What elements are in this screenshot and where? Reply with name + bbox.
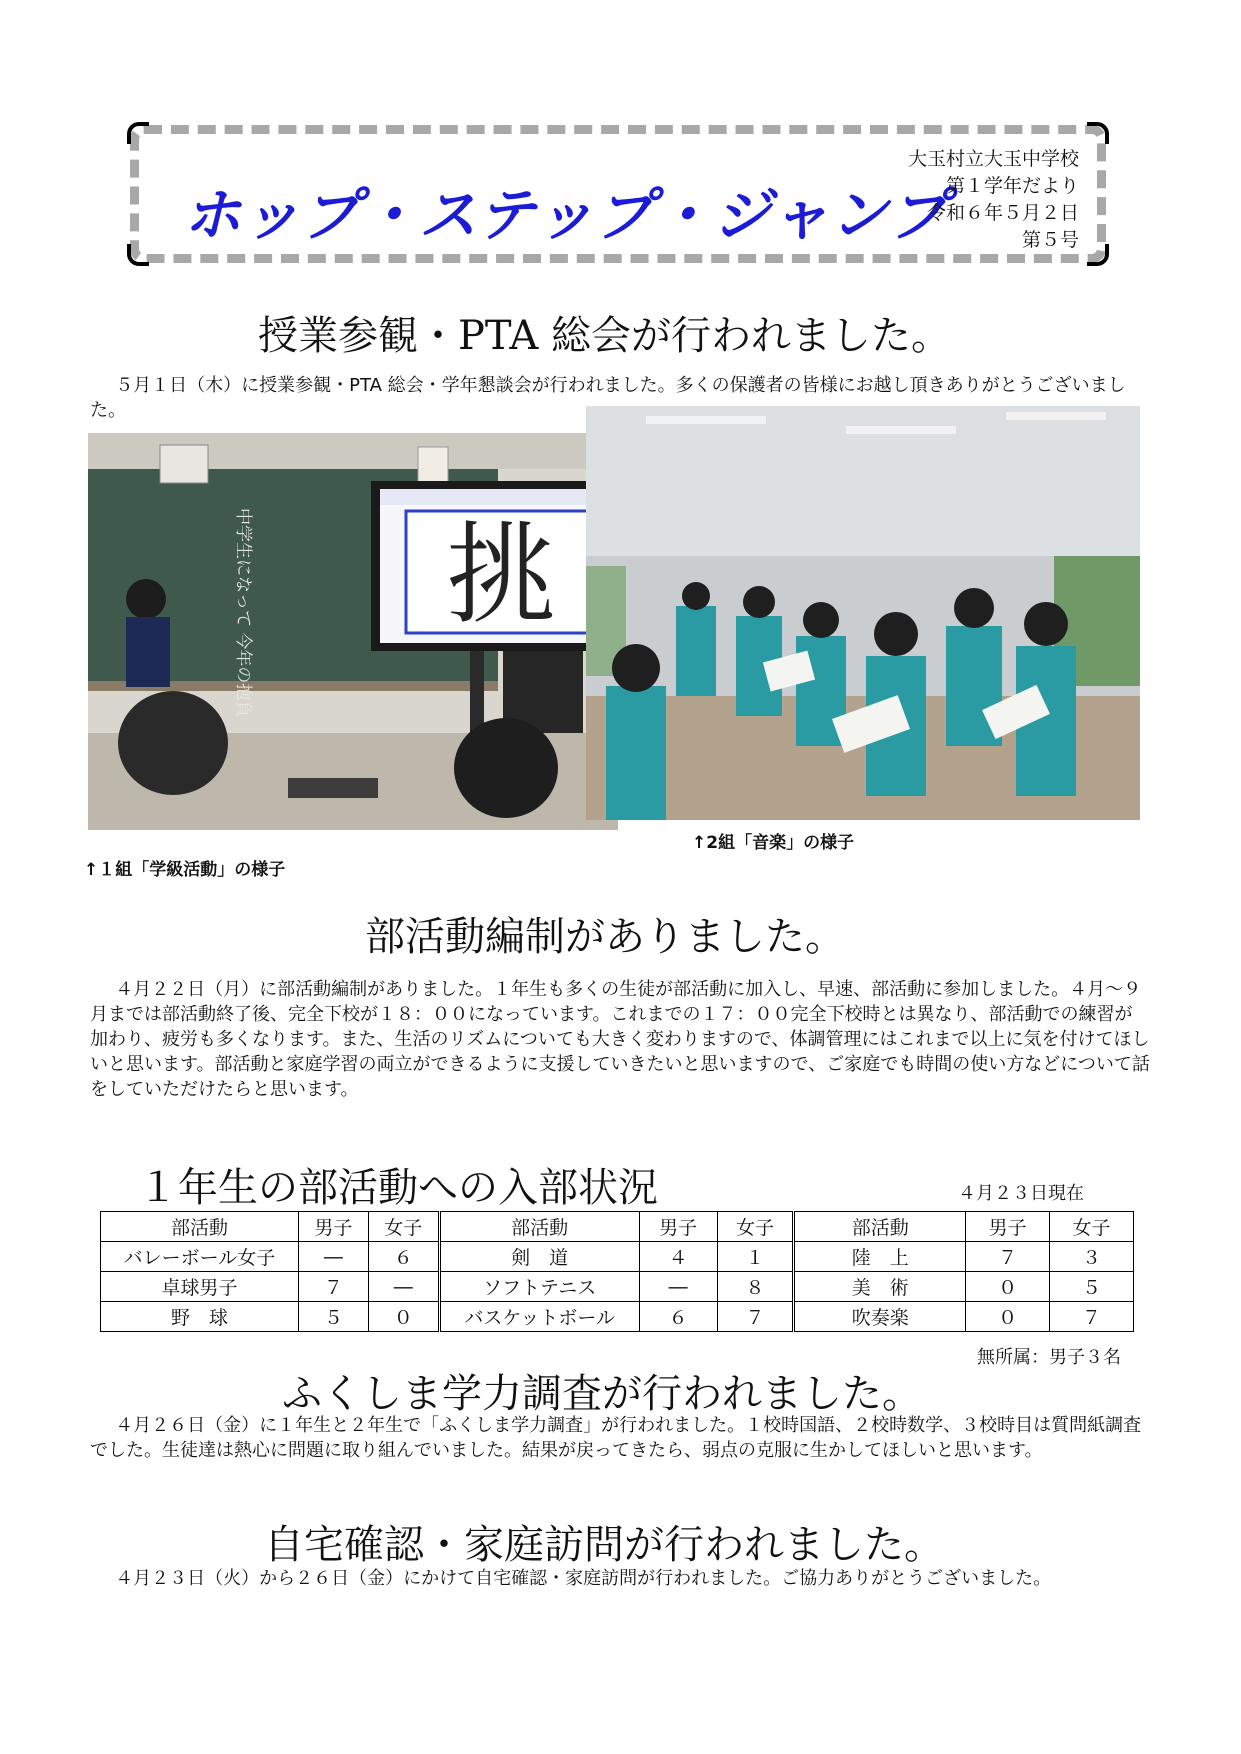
club-name: 卓球男子 (101, 1272, 299, 1302)
header-cell: 部活動 (794, 1212, 966, 1242)
newsletter-name: 第１学年だより (945, 175, 1079, 197)
photo-caption: ↑１組「学級活動」の様子 (84, 860, 286, 880)
header-cell: 部活動 (439, 1212, 639, 1242)
issue-date: 令和６年５月２日 (926, 202, 1079, 224)
boys-count: ― (639, 1272, 717, 1302)
newsletter-title: ホップ・ステップ・ジャンプ (183, 181, 948, 249)
girls-count: ０ (368, 1302, 439, 1332)
girls-count: ７ (1050, 1302, 1134, 1332)
section-heading: 部活動編制がありました。 (365, 914, 845, 960)
club-name: ソフトテニス (439, 1272, 639, 1302)
banner-corner (127, 122, 149, 144)
school-name: 大玉村立大玉中学校 (907, 148, 1079, 170)
table-header-row (101, 1212, 1134, 1242)
section-heading: 授業参観・PTA 総会が行われました。 (258, 313, 952, 359)
section-heading: 自宅確認・家庭訪問が行われました。 (264, 1522, 944, 1568)
header-cell: 男子 (639, 1212, 717, 1242)
club-name: 剣 道 (439, 1242, 639, 1272)
section-body: ４月２３日（火）から２６日（金）にかけて自宅確認・家庭訪問が行われました。ご協力ありがとうございました。 (115, 1568, 1052, 1589)
club-name: バスケットボール (439, 1302, 639, 1332)
table-row (101, 1272, 1134, 1302)
issue-number: 第５号 (1021, 229, 1079, 251)
boys-count: ０ (966, 1272, 1050, 1302)
club-membership-table (100, 1211, 1134, 1332)
boys-count: ７ (298, 1272, 368, 1302)
girls-count: ７ (717, 1302, 794, 1332)
boys-count: ５ (298, 1302, 368, 1332)
table-row (101, 1302, 1134, 1332)
club-name: バレーボール女子 (101, 1242, 299, 1272)
class-activity-illustration (88, 433, 618, 830)
boys-count: ― (298, 1242, 368, 1272)
girls-count: １ (717, 1242, 794, 1272)
boys-count: ０ (966, 1302, 1050, 1332)
table-title: １年生の部活動への入部状況 (138, 1165, 658, 1211)
table-row (101, 1242, 1134, 1272)
header-cell: 女子 (368, 1212, 439, 1242)
banner-corner (1087, 122, 1109, 144)
chalk-writing: 中学生になって 今年の抱負 (233, 508, 253, 718)
girls-count: ６ (368, 1242, 439, 1272)
header-cell: 女子 (1050, 1212, 1134, 1242)
header-cell: 男子 (298, 1212, 368, 1242)
header-cell: 男子 (966, 1212, 1050, 1242)
section-body: ４月２２日（月）に部活動編制がありました。１年生も多くの生徒が部活動に加入し、早速、部活動に参加しました。４月～９月までは部活動終了後、完全下校が１８：００になっています。これまでの１７：００完全下校時とは異なり、部活動での練習が加わり、疲労も多くなります。また、生活のリズムについても大きく変わりますので、体調管理にはこれまで以上に気を付けてほしいと思います。部活動と家庭学習の両立ができるように支援していきたいと思いますので、ご家庭でも時間の使い方などについて話をしていただけたらと思います。 (90, 979, 1150, 1100)
music-class-illustration (586, 406, 1140, 820)
girls-count: ８ (717, 1272, 794, 1302)
girls-count: ― (368, 1272, 439, 1302)
header-cell: 女子 (717, 1212, 794, 1242)
banner-corner (1087, 244, 1109, 266)
boys-count: ４ (639, 1242, 717, 1272)
club-name: 野 球 (101, 1302, 299, 1332)
section-heading: ふくしま学力調査が行われました。 (282, 1371, 922, 1417)
banner-corner (127, 244, 149, 266)
issue-info (908, 146, 1079, 254)
boys-count: ７ (966, 1242, 1050, 1272)
board-character: 挑 (446, 511, 556, 639)
club-name: 美 術 (794, 1272, 966, 1302)
class-activity-photo (88, 433, 618, 830)
unaffiliated-note: 無所属：男子３名 (977, 1347, 1121, 1368)
girls-count: ３ (1050, 1242, 1134, 1272)
header-banner (130, 125, 1106, 263)
boys-count: ６ (639, 1302, 717, 1332)
section-body: ４月２６日（金）に１年生と２年生で「ふくしま学力調査」が行われました。１校時国語、２校時数学、３校時目は質問紙調査でした。生徒達は熱心に問題に取り組んでいました。結果が戻ってきたら、弱点の克服に生かしてほしいと思います。 (90, 1415, 1142, 1461)
music-class-photo (586, 406, 1140, 820)
section-body: ５月１日（木）に授業参観・PTA 総会・学年懇談会が行われました。多くの保護者の皆様にお越し頂きありがとうございました。 (90, 375, 1126, 421)
girls-count: ５ (1050, 1272, 1134, 1302)
photo-caption: ↑2組「音楽」の様子 (692, 833, 855, 853)
club-name: 吹奏楽 (794, 1302, 966, 1332)
club-name: 陸 上 (794, 1242, 966, 1272)
header-cell: 部活動 (101, 1212, 299, 1242)
table-date: ４月２３日現在 (958, 1183, 1084, 1204)
